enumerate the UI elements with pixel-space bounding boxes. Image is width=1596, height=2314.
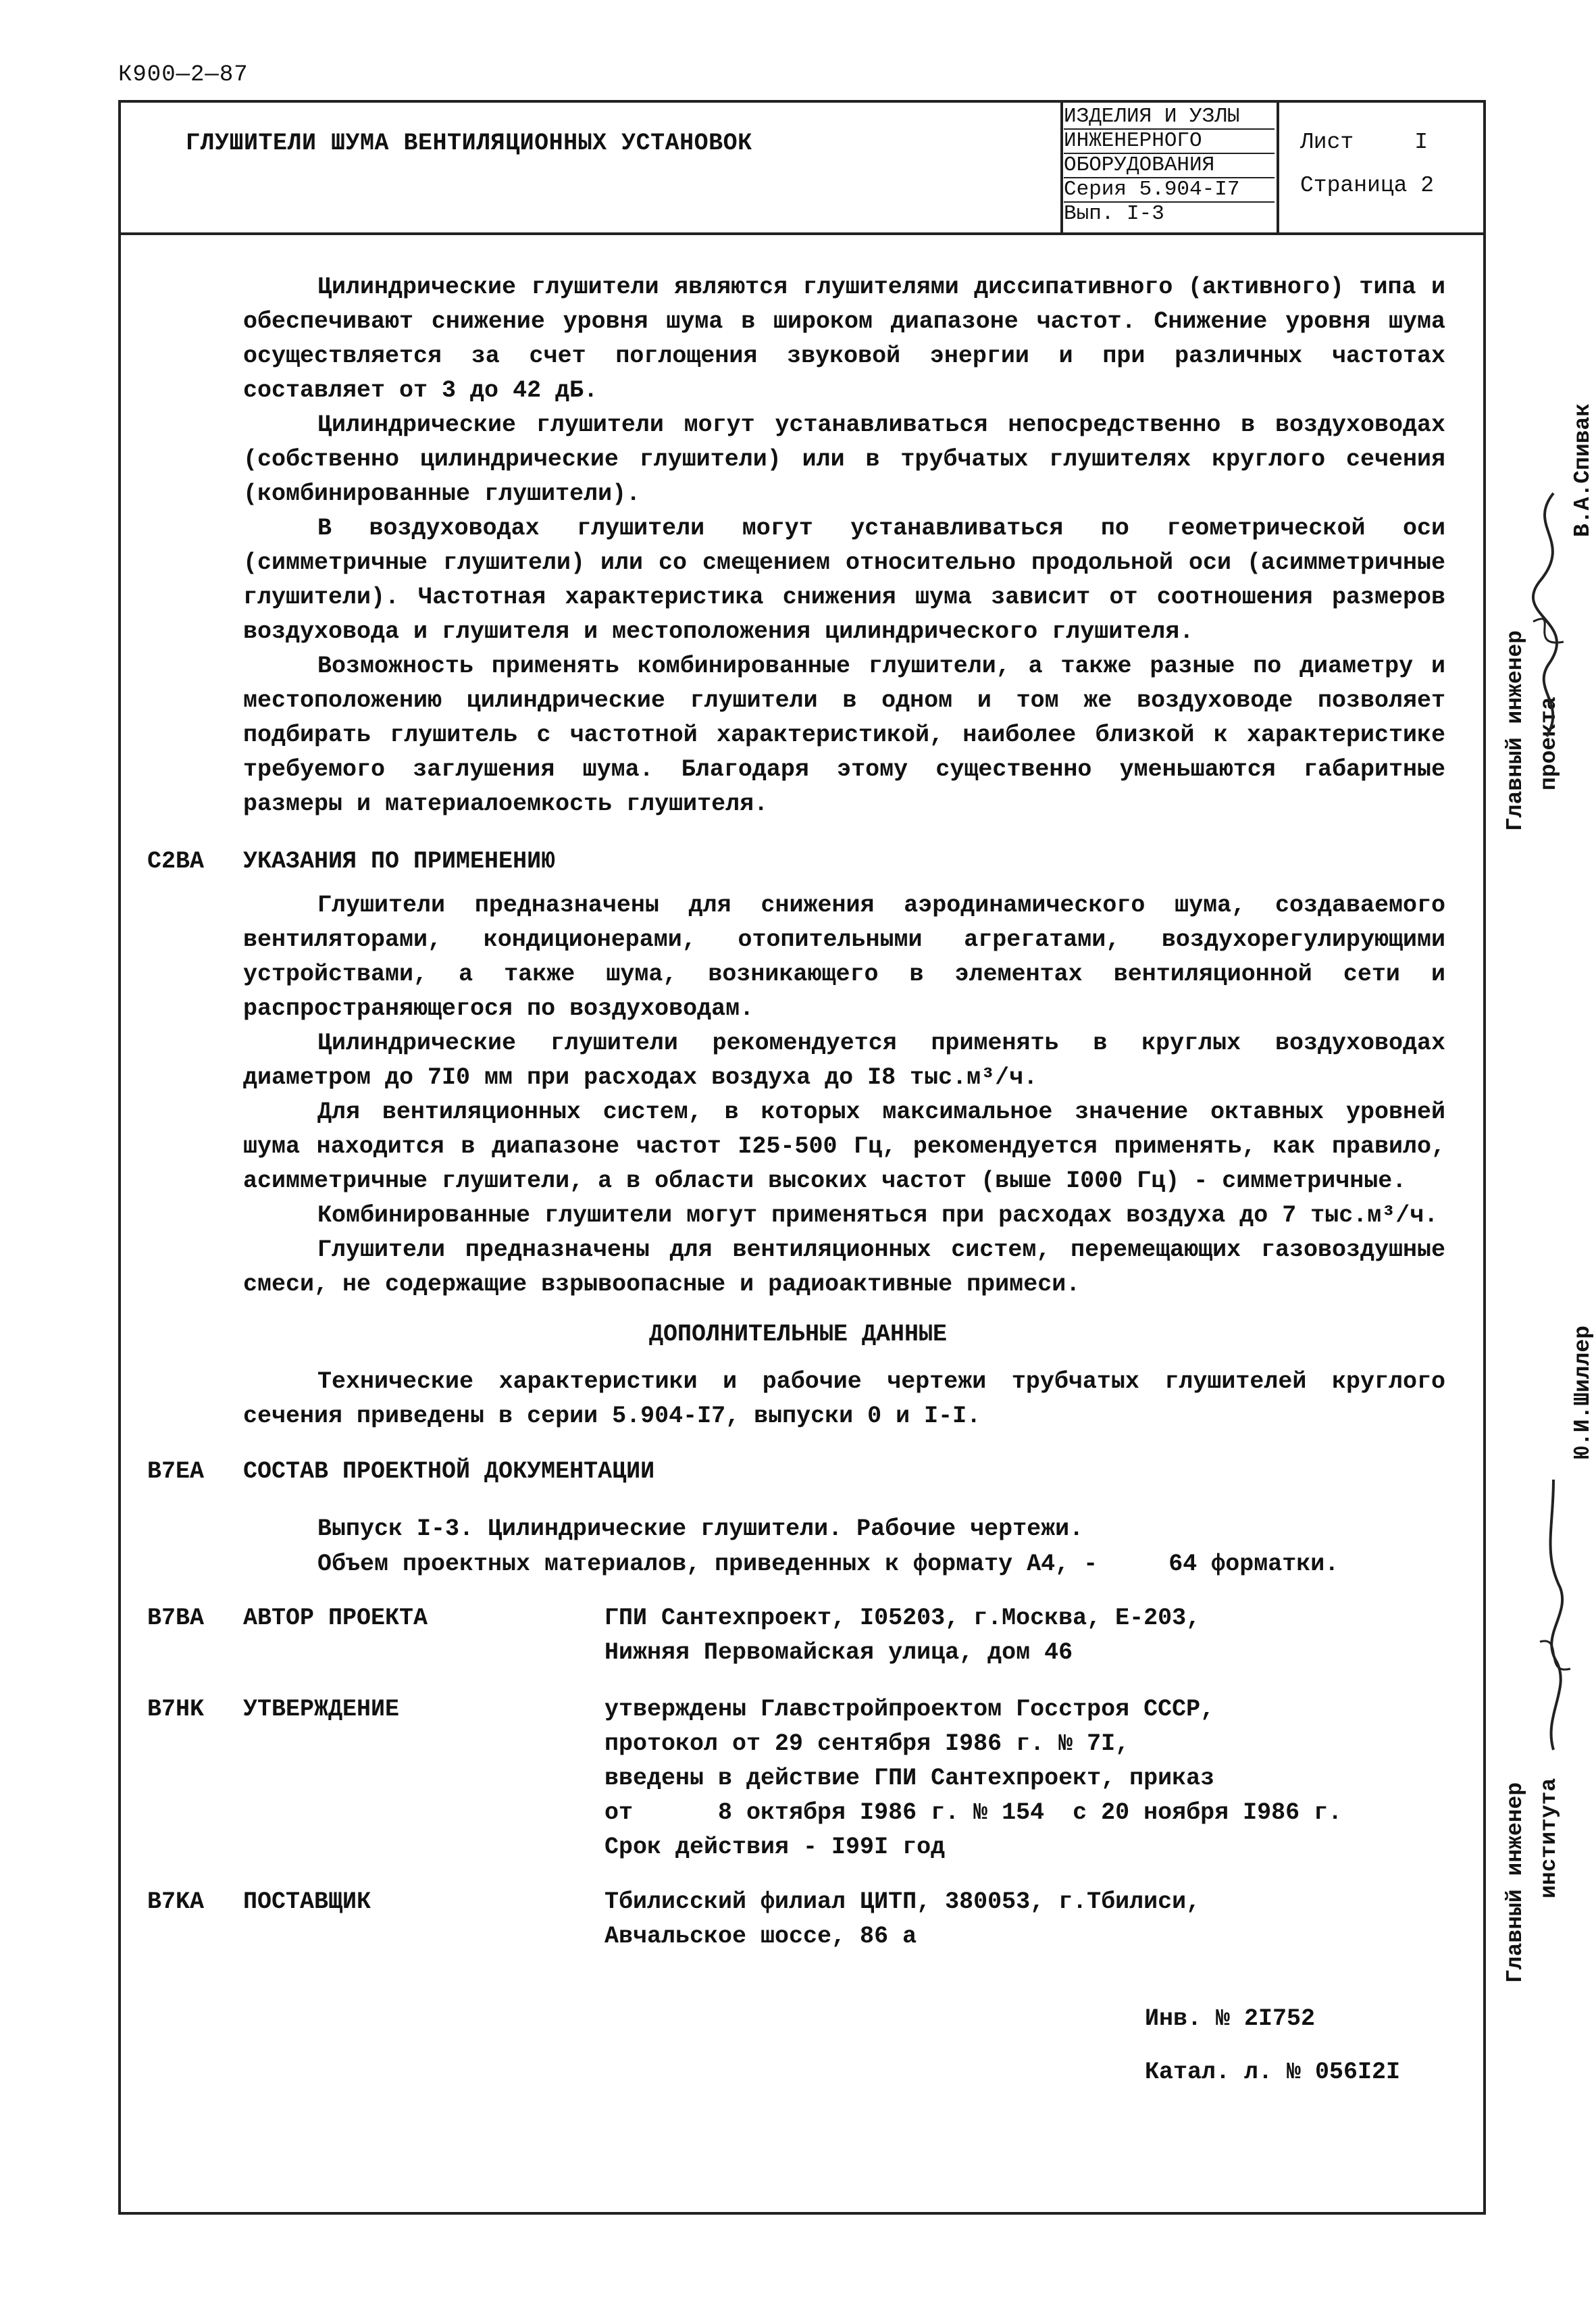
title-block: [118, 100, 1486, 235]
chief-engineer-institute-name: Ю.И.Шиллер: [1570, 1325, 1595, 1459]
usage-paragraph: Комбинированные глушители могут применяться при расходах воздуха до 7 тыс.м³/ч.: [317, 1202, 1439, 1229]
approval-value: [604, 1692, 1342, 1865]
series-line: Вып. I-3: [1064, 202, 1164, 226]
document-title: ГЛУШИТЕЛИ ШУМА ВЕНТИЛЯЦИОННЫХ УСТАНОВОК: [186, 130, 752, 157]
value-line: Тбилисский филиал ЦИТП, 380053, г.Тбилиси,: [604, 1888, 1201, 1915]
value-line: от 8 октября I986 г. № 154 с 20 ноября I986 г.: [604, 1799, 1343, 1826]
section-code: B7KA: [147, 1888, 205, 1915]
series-line: Серия 5.904-I7: [1064, 178, 1275, 203]
divider: [1277, 100, 1279, 232]
signature-icon: [1513, 486, 1587, 743]
chief-engineer-project-label2: проекта: [1537, 697, 1562, 790]
sheet-label: [1300, 130, 1428, 155]
sheet-value: I: [1414, 130, 1428, 155]
series-line: ИНЖЕНЕРНОГО: [1064, 130, 1275, 154]
chief-engineer-institute-label2: института: [1537, 1778, 1562, 1898]
chief-engineer-project-name: В.А.Спивак: [1570, 403, 1595, 537]
value-line: Нижняя Первомайская улица, дом 46: [604, 1639, 1073, 1666]
section-code: B7BA: [147, 1605, 205, 1632]
usage-paragraph: Глушители предназначены для снижения аэродинамического шума, создаваемого вентиляторами, кондиционерами, отопительными агрегатами, воздухорегулирующими устройствами, а также шума, возникающего в элементах вентиляционной сети и распространяющегося по воздуховодам.: [243, 892, 1445, 1022]
series-box: [1064, 105, 1275, 226]
chief-engineer-institute-label: Главный инженер: [1503, 1782, 1528, 1983]
value-line: Срок действия - I99I год: [604, 1834, 946, 1861]
value-line: протокол от 29 сентября I986 г. № 7I,: [604, 1730, 1130, 1757]
intro-paragraph: Цилиндрические глушители являются глушителями диссипативного (активного) типа и обеспечивают снижение уровня шума в широком диапазоне частот. Снижение уровня шума осуществляется за счет поглощения звуковой энергии и при различных частотах составляет от 3 до 42 дБ.: [243, 274, 1445, 404]
divider: [1060, 100, 1063, 232]
usage-paragraph: Глушители предназначены для вентиляционных систем, перемещающих газовоздушные смеси, не содержащие взрывоопасные и радиоактивные примеси.: [243, 1236, 1445, 1298]
intro-paragraph: Возможность применять комбинированные глушители, а также разные по диаметру и местоположению цилиндрические глушители в одном и том же воздуховоде позволяет подбирать глушитель с частотной характеристикой, наиболее близкой к характеристике требуемого заглушения шума. Благодаря этому существенно уменьшаются габаритные размеры и материалоемкость глушителя.: [243, 653, 1445, 818]
usage-paragraph: Цилиндрические глушители рекомендуется применять в круглых воздуховодах диаметром до 7I0 мм при расходах воздуха до I8 тыс.м³/ч.: [243, 1030, 1445, 1091]
additional-text: [243, 1365, 1445, 1434]
page-label: Страница 2: [1300, 173, 1435, 198]
section-title: УКАЗАНИЯ ПО ПРИМЕНЕНИЮ: [243, 848, 556, 875]
section-title: СОСТАВ ПРОЕКТНОЙ ДОКУМЕНТАЦИИ: [243, 1458, 655, 1485]
signature-icon: [1523, 1473, 1584, 1757]
section-code: B7HK: [147, 1696, 205, 1723]
sheet-label-text: Лист: [1300, 130, 1354, 155]
additional-paragraph: Технические характеристики и рабочие чертежи трубчатых глушителей круглого сечения приведены в серии 5.904-I7, выпуски 0 и I-I.: [243, 1368, 1445, 1430]
usage-text: [243, 888, 1445, 1302]
supplier-value: [604, 1885, 1200, 1954]
composition-line: Выпуск I-3. Цилиндрические глушители. Рабочие чертежи.: [317, 1515, 1084, 1542]
author-value: [604, 1601, 1200, 1670]
value-line: утверждены Главстройпроектом Госстроя СССР,: [604, 1696, 1215, 1723]
value-line: введены в действие ГПИ Сантехпроект, приказ: [604, 1765, 1215, 1792]
intro-paragraph: В воздуховодах глушители могут устанавливаться по геометрической оси (симметричные глушители) или со смещением относительно продольной оси (асимметричные глушители). Частотная характеристика снижения шума зависит от соотношения размеров воздуховода и глушителя и местоположения цилиндрического глушителя.: [243, 515, 1445, 645]
series-line: ОБОРУДОВАНИЯ: [1064, 154, 1275, 178]
section-title: УТВЕРЖДЕНИЕ: [243, 1696, 400, 1723]
composition-line: Объем проектных материалов, приведенных к формату А4, - 64 форматки.: [317, 1551, 1339, 1578]
value-line: Авчальское шоссе, 86 а: [604, 1923, 917, 1950]
additional-title: ДОПОЛНИТЕЛЬНЫЕ ДАННЫЕ: [648, 1321, 948, 1348]
usage-paragraph: Для вентиляционных систем, в которых максимальное значение октавных уровней шума находится в диапазоне частот I25-500 Гц, рекомендуется применять, как правило, асимметричные глушители, а в области высоких частот (выше I000 Гц) - симметричные.: [243, 1099, 1445, 1194]
section-title: ПОСТАВЩИК: [243, 1888, 371, 1915]
series-line: ИЗДЕЛИЯ И УЗЛЫ: [1064, 105, 1275, 130]
section-code: B7EA: [147, 1458, 205, 1485]
catalog-number: Катал. л. № 056I2I: [1145, 2059, 1401, 2086]
document-code: К900—2—87: [118, 62, 249, 88]
inventory-number: Инв. № 2I752: [1145, 2005, 1316, 2032]
value-line: ГПИ Сантехпроект, I05203, г.Москва, Е-203,: [604, 1605, 1201, 1632]
section-title: АВТОР ПРОЕКТА: [243, 1605, 428, 1632]
section-code: C2BA: [147, 848, 205, 875]
chief-engineer-project-label: Главный инженер: [1503, 630, 1528, 831]
intro-paragraph: Цилиндрические глушители могут устанавливаться непосредственно в воздуховодах (собственно цилиндрические глушители) или в трубчатых глушителях круглого сечения (комбинированные глушители).: [243, 411, 1445, 507]
intro-text: [243, 270, 1445, 822]
